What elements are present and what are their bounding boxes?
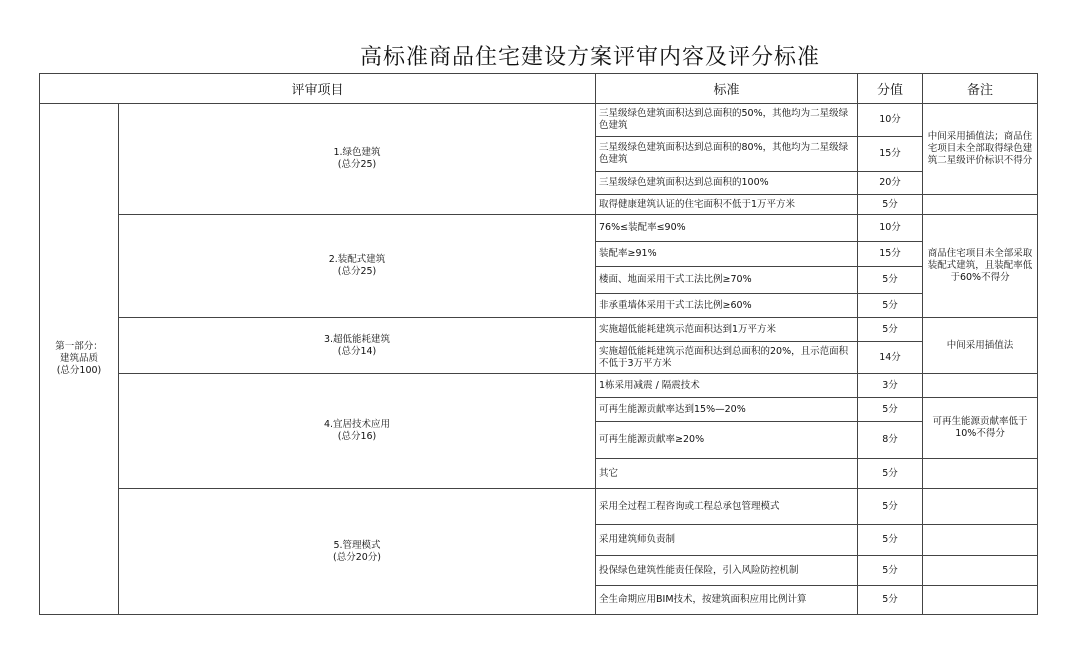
remark-cell: 可再生能源贡献率低于10%不得分 [923, 398, 1038, 459]
header-score: 分值 [858, 74, 923, 104]
section-title: 第一部分： [55, 341, 103, 352]
score-cell: 5分 [858, 318, 923, 342]
score-cell: 20分 [858, 172, 923, 195]
group-total: (总分14) [337, 345, 377, 357]
group-cell-management [119, 489, 596, 615]
group-cell-prefab [119, 215, 596, 318]
score-cell: 5分 [858, 556, 923, 586]
score-cell: 5分 [858, 195, 923, 215]
standard-cell: 实施超低能耗建筑示范面积达到总面积的20%，且示范面积不低于3万平方米 [596, 342, 858, 374]
table-row [40, 489, 1038, 525]
header-remark: 备注 [923, 74, 1038, 104]
standard-cell: 1栋采用减震 / 隔震技术 [596, 374, 858, 398]
section-cell [40, 104, 119, 615]
standard-cell: 非承重墙体采用干式工法比例≥60% [596, 294, 858, 318]
table-row [40, 374, 1038, 398]
header-standard: 标准 [596, 74, 858, 104]
standard-cell: 76%≤装配率≤90% [596, 215, 858, 242]
score-cell: 10分 [858, 104, 923, 137]
remark-cell: 中间采用插值法；商品住宅项目未全部取得绿色建筑二星级评价标识不得分 [923, 104, 1038, 195]
table-header-row [40, 74, 1038, 104]
remark-cell: 商品住宅项目未全部采取装配式建筑，且装配率低于60%不得分 [923, 215, 1038, 318]
score-cell: 5分 [858, 294, 923, 318]
remark-cell-empty [923, 489, 1038, 525]
section-subtitle: 建筑品质 [59, 353, 98, 364]
standard-cell: 楼面、地面采用干式工法比例≥70% [596, 267, 858, 294]
standard-cell: 三星级绿色建筑面积达到总面积的80%，其他均为二星级绿色建筑 [596, 137, 858, 172]
group-name: 3.超低能耗建筑 [323, 333, 391, 345]
remark-cell-empty [923, 374, 1038, 398]
standard-cell: 全生命期应用BIM技术，按建筑面积应用比例计算 [596, 586, 858, 615]
standard-cell: 可再生能源贡献率≥20% [596, 422, 858, 459]
score-cell: 5分 [858, 586, 923, 615]
score-cell: 15分 [858, 137, 923, 172]
header-item: 评审项目 [40, 74, 596, 104]
score-cell: 10分 [858, 215, 923, 242]
score-cell: 5分 [858, 459, 923, 489]
standard-cell: 采用全过程工程咨询或工程总承包管理模式 [596, 489, 858, 525]
table-row [40, 104, 1038, 137]
group-total: (总分16) [337, 431, 377, 442]
standard-cell: 可再生能源贡献率达到15%—20% [596, 398, 858, 422]
standard-cell: 取得健康建筑认证的住宅面积不低于1万平方米 [596, 195, 858, 215]
remark-cell: 中间采用插值法 [923, 318, 1038, 374]
group-name: 5.管理模式 [333, 539, 381, 551]
score-cell: 8分 [858, 422, 923, 459]
standard-cell: 投保绿色建筑性能责任保险，引入风险防控机制 [596, 556, 858, 586]
group-total: (总分25) [337, 266, 377, 277]
table-row [40, 215, 1038, 242]
page-title: 高标准商品住宅建设方案评审内容及评分标准 [359, 45, 820, 70]
standard-cell: 其它 [596, 459, 858, 489]
group-cell-ultralow [119, 318, 596, 374]
group-total: (总分25) [337, 159, 377, 170]
score-cell: 5分 [858, 267, 923, 294]
group-name: 4.宜居技术应用 [323, 419, 391, 430]
score-cell: 5分 [858, 489, 923, 525]
remark-cell-empty [923, 459, 1038, 489]
section-total: (总分100) [56, 365, 102, 376]
table-row [40, 318, 1038, 342]
group-name: 2.装配式建筑 [328, 254, 386, 265]
score-cell: 3分 [858, 374, 923, 398]
standard-cell: 采用建筑师负责制 [596, 525, 858, 556]
group-name: 1.绿色建筑 [333, 147, 381, 158]
group-total: (总分20分) [333, 551, 382, 563]
group-cell-livable [119, 374, 596, 489]
standard-cell: 三星级绿色建筑面积达到总面积的100% [596, 172, 858, 195]
remark-cell-empty [923, 195, 1038, 215]
remark-cell-empty [923, 525, 1038, 556]
standard-cell: 装配率≥91% [596, 242, 858, 267]
group-cell-green [119, 104, 596, 215]
score-cell: 5分 [858, 525, 923, 556]
standard-cell: 实施超低能耗建筑示范面积达到1万平方米 [596, 318, 858, 342]
remark-cell-empty [923, 556, 1038, 586]
score-cell: 5分 [858, 398, 923, 422]
score-cell: 14分 [858, 342, 923, 374]
standard-cell: 三星级绿色建筑面积达到总面积的50%，其他均为二星级绿色建筑 [596, 104, 858, 137]
score-cell: 15分 [858, 242, 923, 267]
remark-cell-empty [923, 586, 1038, 615]
scoring-table [39, 73, 1038, 615]
